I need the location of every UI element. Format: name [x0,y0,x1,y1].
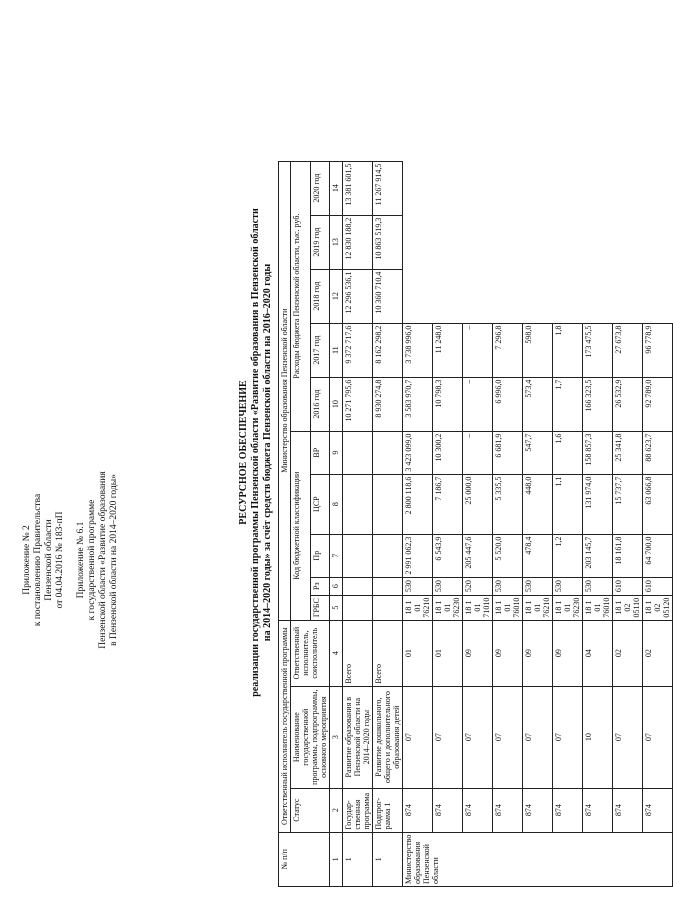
column-index: 6 [330,577,343,595]
value-cell: 5 335,5 [493,474,523,534]
value-cell: 166 323,5 [583,377,613,431]
code-grbs: 874 [403,788,433,832]
value-cell: 96 778,9 [643,323,673,377]
table-row [493,161,523,886]
value-cell: 3 423 099,0 [403,431,433,474]
value-cell: 10 300,2 [433,431,463,474]
header-status: Статус [291,788,330,832]
value-cell: 6 681,9 [493,431,523,474]
value-cell: 8 930 274,8 [373,377,403,431]
value-cell: 158 857,3 [583,431,613,474]
subprogram-total-row [373,161,403,886]
code-csr: 18 1 01 76210 [523,595,553,620]
document-subtitle-line: на 2014–2020 годы» за счёт средств бюджета Пензенской области на 2016–2020 годы [262,263,273,642]
header-executor: Ответственный исполнитель, соисполнитель [291,620,330,686]
header-year: 2016 год [310,377,330,431]
table-row [613,161,643,886]
code-rz: 07 [643,686,673,788]
code-csr: 18 1 01 76230 [433,595,463,620]
value-cell: 12 296 536,1 [343,269,373,323]
table-row [523,161,553,886]
appendix-line: от 04.04.2016 № 183-пП [55,511,65,609]
header-expenses: Расходы бюджета Пензенской области, тыс. руб. [291,161,311,431]
value-cell: 547,7 [523,431,553,474]
code-pr: 09 [523,620,553,686]
appendix-line: Пензенской области «Развитие образования [98,471,108,649]
column-index: 2 [330,788,343,832]
program-row [343,161,373,886]
value-cell: 131 974,0 [583,474,613,534]
table-row [463,161,493,886]
header-year: 2020 год [310,161,330,215]
header-year: 2017 год [310,323,330,377]
header-pr: Пр [310,534,330,577]
code-pr: 02 [643,620,673,686]
code-csr: 18 1 01 76010 [583,595,613,620]
header-responsible: Ответственный исполнитель государственной программы [279,620,291,832]
row-num: 1 [343,832,373,886]
value-cell: 10 798,3 [433,377,463,431]
value-cell: 8 162 298,2 [373,323,403,377]
value-cell: 10 863 519,3 [373,215,403,269]
code-vr: 530 [433,577,463,595]
code-csr: 18 1 02 05120 [643,595,673,620]
value-cell: 205 447,6 [463,534,493,577]
value-cell: 18 161,8 [613,534,643,577]
value-cell: 2 800 118,6 [403,474,433,534]
code-vr: 610 [643,577,673,595]
code-csr: 18 1 01 76010 [493,595,523,620]
row-status: Государ-ственная программа [343,788,373,832]
value-cell: 63 066,8 [643,474,673,534]
code-vr: 520 [463,577,493,595]
code-pr: 09 [553,620,583,686]
header-year: 2018 год [310,269,330,323]
value-cell: 7 296,8 [493,323,523,377]
appendix-line: Приложение № 2 [22,525,32,595]
row-name: Развитие дошкольного, общего и дополнительного образования детей [373,686,403,788]
resource-table [278,161,673,887]
code-vr: 530 [493,577,523,595]
code-rz: 07 [463,686,493,788]
value-cell: 2 991 062,3 [403,534,433,577]
column-index: 4 [330,620,343,686]
value-cell: 598,0 [523,323,553,377]
code-rz: 07 [553,686,583,788]
column-index: 14 [330,161,343,215]
header-budget-code: Код бюджетной классификации [291,431,311,620]
table-row [553,161,583,886]
value-cell: 11 267 914,5 [373,161,403,215]
document-title: РЕСУРСНОЕ ОБЕСПЕЧЕНИЕ [238,380,249,525]
value-cell: – [463,323,493,377]
value-cell: 9 372 717,6 [343,323,373,377]
code-grbs: 874 [493,788,523,832]
value-cell: 92 789,0 [643,377,673,431]
code-pr: 09 [493,620,523,686]
header-ministry: Министерство образования Пензенской области [279,161,291,620]
row-executor: Всего [373,620,403,686]
value-cell: 64 700,0 [643,534,673,577]
code-rz: 07 [403,686,433,788]
code-vr: 530 [583,577,613,595]
code-pr: 01 [433,620,463,686]
row-num: 1 [373,832,403,886]
table-row [643,161,673,886]
column-index: 9 [330,431,343,474]
column-index: 13 [330,215,343,269]
value-cell: 573,4 [523,377,553,431]
table-row [403,161,433,886]
header-grbs: ГРБС [310,595,330,620]
column-index: 8 [330,474,343,534]
row-name: Развитие образования в Пензенской области на 2014–2020 годы [343,686,373,788]
code-vr: 530 [553,577,583,595]
value-cell: 27 673,8 [613,323,643,377]
table-row [583,161,613,886]
value-cell: 6 996,0 [493,377,523,431]
code-csr: 18 1 01 76210 [403,595,433,620]
value-cell: 5 520,0 [493,534,523,577]
value-cell: 11 248,0 [433,323,463,377]
value-cell: 88 623,7 [643,431,673,474]
value-cell: 7 186,7 [433,474,463,534]
value-cell: 26 532,9 [613,377,643,431]
document-heading [238,0,274,905]
column-index: 11 [330,323,343,377]
value-cell: – [463,377,493,431]
column-index: 12 [330,269,343,323]
code-pr: 02 [613,620,643,686]
value-cell: 1,1 [553,474,583,534]
code-pr: 04 [583,620,613,686]
code-grbs: 874 [463,788,493,832]
value-cell: 10 271 795,6 [343,377,373,431]
value-cell: 6 543,9 [433,534,463,577]
code-grbs: 874 [643,788,673,832]
value-cell: 173 475,5 [583,323,613,377]
appendix-line: к государственной программе [87,499,97,621]
value-cell: 13 381 601,5 [343,161,373,215]
column-index: 5 [330,595,343,620]
code-csr: 18 1 01 76230 [553,595,583,620]
code-rz: 07 [613,686,643,788]
value-cell: 3 583 970,7 [403,377,433,431]
header-num: № п/п [279,832,330,886]
code-grbs: 874 [523,788,553,832]
column-index: 3 [330,686,343,788]
code-rz: 07 [493,686,523,788]
code-csr: 18 1 02 05110 [613,595,643,620]
value-cell: 478,4 [523,534,553,577]
value-cell: 25 341,8 [613,431,643,474]
table-row [433,161,463,886]
code-vr: 610 [613,577,643,595]
value-cell: 3 738 996,0 [403,323,433,377]
value-cell: 10 360 710,4 [373,269,403,323]
code-grbs: 874 [433,788,463,832]
value-cell: 12 830 188,2 [343,215,373,269]
code-vr: 530 [523,577,553,595]
code-grbs: 874 [553,788,583,832]
row-executor: Всего [343,620,373,686]
value-cell: 25 000,0 [463,474,493,534]
code-grbs: 874 [583,788,613,832]
value-cell: 1,8 [553,323,583,377]
row-status: Подпрог-рамма 1 [373,788,403,832]
value-cell: 448,0 [523,474,553,534]
appendix-line: Приложение № 6.1 [76,521,86,599]
row-executor: Министерство образования Пензенской области [403,832,673,886]
value-cell: 203 145,7 [583,534,613,577]
appendix-line: к постановлению Правительства [33,493,43,627]
column-index: 1 [330,832,343,886]
document-subtitle-line: реализации государственной программы Пензенской области «Развитие образования в Пензенской области [250,208,261,697]
value-cell: 1,6 [553,431,583,474]
value-cell: 15 737,7 [613,474,643,534]
column-index-row [330,161,343,886]
appendix-line: в Пензенской области на 2014–2020 годы» [109,474,119,646]
column-index: 7 [330,534,343,577]
code-rz: 07 [523,686,553,788]
code-csr: 18 1 01 71010 [463,595,493,620]
appendix-line: Пензенской области [44,519,54,601]
value-cell: – [463,431,493,474]
value-cell: 1,2 [553,534,583,577]
header-name: Наименование государственной программы, подпрограммы, основного мероприятия [291,686,330,788]
code-vr: 530 [403,577,433,595]
code-pr: 01 [403,620,433,686]
header-vr: ВР [310,431,330,474]
header-csr: ЦСР [310,474,330,534]
code-rz: 10 [583,686,613,788]
column-index: 10 [330,377,343,431]
header-year: 2019 год [310,215,330,269]
appendix-block [22,445,120,675]
header-rz: Рз [310,577,330,595]
value-cell: 1,7 [553,377,583,431]
code-rz: 07 [433,686,463,788]
code-pr: 09 [463,620,493,686]
code-grbs: 874 [613,788,643,832]
